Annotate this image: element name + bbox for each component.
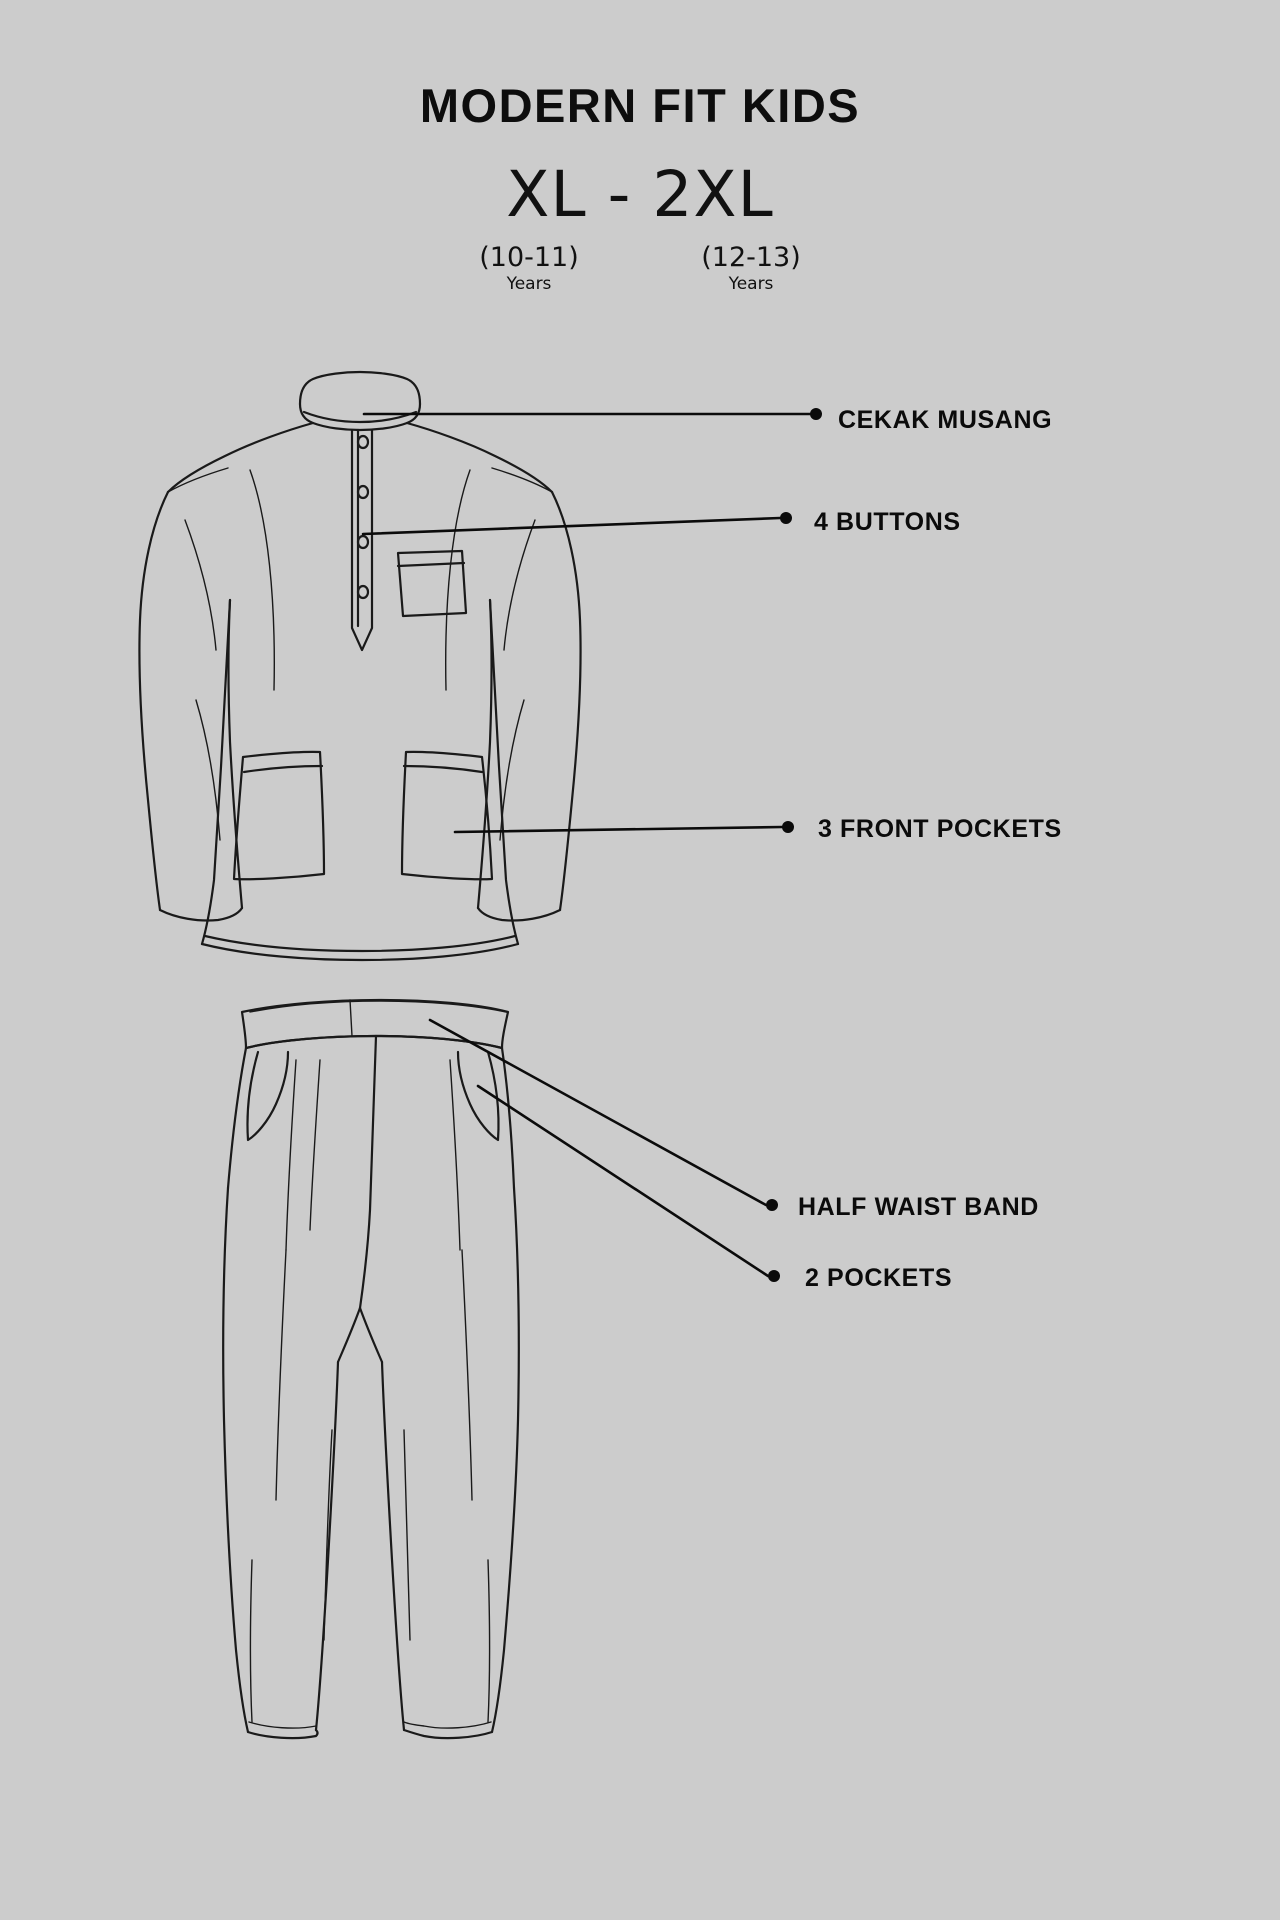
callout-label-pants-pockets: 2 POCKETS <box>805 1264 953 1292</box>
front-pocket-left <box>234 752 324 879</box>
callout-leader-lines <box>363 408 822 1282</box>
callout-label-buttons: 4 BUTTONS <box>814 508 961 536</box>
callout-label-waist-band: HALF WAIST BAND <box>798 1193 1039 1221</box>
button-1 <box>358 436 368 448</box>
chest-pocket <box>398 551 466 616</box>
front-pocket-right <box>402 752 492 879</box>
page-title: MODERN FIT KIDS <box>419 79 861 132</box>
button-4 <box>358 586 368 598</box>
age-range-xl: (10-11) <box>479 242 579 273</box>
top-garment-drawing <box>139 372 580 960</box>
callout-label-cekak-musang: CEKAK MUSANG <box>838 406 1053 434</box>
age-unit-xl: Years <box>506 274 552 295</box>
age-unit-2xl: Years <box>728 274 774 295</box>
trouser-pocket-left <box>247 1052 288 1140</box>
bottom-garment-drawing <box>223 1000 519 1738</box>
button-2 <box>358 486 368 498</box>
size-range-title: XL - 2XL <box>506 158 774 231</box>
age-range-2xl: (12-13) <box>701 242 801 273</box>
button-3 <box>358 536 368 548</box>
callout-label-front-pockets: 3 FRONT POCKETS <box>818 815 1062 843</box>
